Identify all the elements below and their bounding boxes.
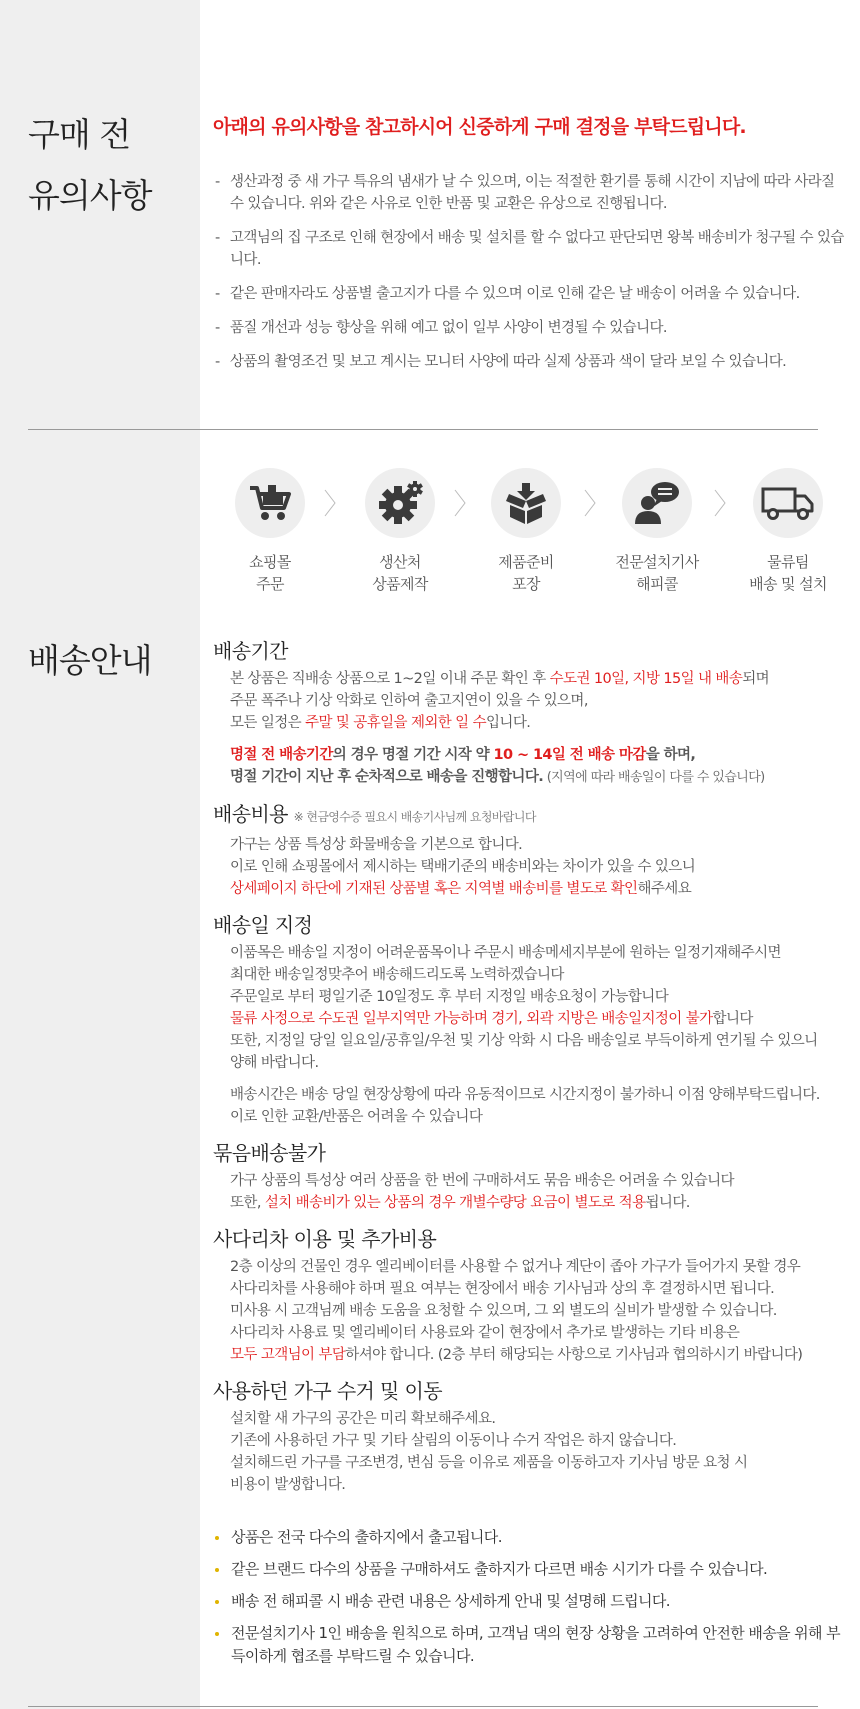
- removal-line: 비용이 발생합니다.: [230, 1477, 346, 1493]
- delivery-bullets: [213, 1526, 853, 1668]
- step-label: 쇼핑몰 주문: [249, 553, 291, 593]
- process-step-production: [335, 468, 465, 595]
- list-item: 같은 브랜드 다수의 상품을 구매하셔도 출하지가 다르면 배송 시기가 다를 수 있습니다.: [213, 1558, 853, 1581]
- delivery-title: 배송안내: [28, 641, 152, 680]
- schedule-line: 물류 사정으로 수도권 일부지역만 가능하며 경기, 외곽 지방은 배송일지정이 불가합니다: [230, 1011, 753, 1027]
- list-item: 전문설치기사 1인 배송을 원칙으로 하며, 고객님 댁의 현장 상황을 고려하여 안전한 배송을 위해 부득이하게 협조를 부탁드릴 수 있습니다.: [213, 1622, 853, 1668]
- step-label: 전문설치기사 해피콜: [615, 553, 699, 593]
- cost-line: 가구는 상품 특성상 화물배송을 기본으로 합니다.: [230, 837, 523, 853]
- removal-line: 설치해드린 가구를 구조변경, 변심 등을 이유로 제품을 이동하고자 기사님 방문 요청 시: [230, 1455, 748, 1471]
- removal-line: 설치할 새 가구의 공간은 미리 확보해주세요.: [230, 1411, 496, 1427]
- period-line: 본 상품은 직배송 상품으로 1~2일 이내 주문 확인 후 수도권 10일, 지방 15일 내 배송되며: [230, 671, 770, 687]
- call-agent-icon: [622, 468, 692, 538]
- removal-block: [213, 1376, 853, 1496]
- process-step-packaging: [461, 468, 591, 595]
- schedule-line: 이로 인한 교환/반품은 어려울 수 있습니다: [230, 1109, 483, 1125]
- ladder-line: 미사용 시 고객님께 배송 도움을 요청할 수 있으며, 그 외 별도의 실비가 발생할 수 있습니다.: [230, 1303, 777, 1319]
- bundle-block: [213, 1138, 853, 1214]
- holiday-notice: 명절 전 배송기간의 경우 명절 기간 시작 약 10 ~ 14일 전 배송 마감을 하며,: [230, 747, 696, 763]
- delivery-schedule-title: 배송일 지정: [213, 913, 313, 937]
- ladder-title: 사다리차 이용 및 추가비용: [213, 1227, 437, 1251]
- list-item: - 상품의 촬영조건 및 보고 계시는 모니터 사양에 따라 실제 상품과 색이 달라 보일 수 있습니다.: [215, 351, 845, 373]
- cost-line: 이로 인해 쇼핑몰에서 제시하는 택배기준의 배송비와는 차이가 있을 수 있으니: [230, 859, 696, 875]
- delivery-truck-icon: [753, 468, 823, 538]
- precautions-title-line2: 유의사항: [28, 176, 152, 215]
- period-line: 모든 일정은 주말 및 공휴일을 제외한 일 수입니다.: [230, 715, 531, 731]
- receipt-note: ※ 현금영수증 필요시 배송기사님께 요청바랍니다: [293, 810, 536, 824]
- ladder-block: [213, 1224, 853, 1366]
- delivery-period-title: 배송기간: [213, 639, 288, 663]
- precautions-title-line1: 구매 전: [28, 115, 131, 154]
- list-item: - 품질 개선과 성능 향상을 위해 예고 없이 일부 사양이 변경될 수 있습니다.: [215, 317, 845, 339]
- delivery-cost-block: [213, 799, 853, 900]
- list-item: - 생산과정 중 새 가구 특유의 냄새가 날 수 있으며, 이는 적절한 환기를 통해 시간이 지남에 따라 사라질 수 있습니다. 위와 같은 사유로 인한 반품 및 교환은 유상으로 진행됩니다.: [215, 171, 845, 215]
- schedule-line: 또한, 지정일 당일 일요일/공휴일/우천 및 기상 악화 시 다음 배송일로 부득이하게 연기될 수 있으니: [230, 1033, 818, 1049]
- schedule-line: 최대한 배송일정맞추어 배송해드리도록 노력하겠습니다: [230, 967, 564, 983]
- step-label: 생산처 상품제작: [372, 553, 428, 593]
- schedule-line: 이품목은 배송일 지정이 어려운품목이나 주문시 배송메세지부분에 원하는 일정기재해주시면: [230, 945, 781, 961]
- delivery-schedule-block: [213, 910, 853, 1128]
- delivery-period-block: [213, 636, 853, 789]
- delivery-process-steps: [226, 468, 836, 598]
- list-item: 상품은 전국 다수의 출하지에서 출고됩니다.: [213, 1526, 853, 1549]
- bundle-line: 또한, 설치 배송비가 있는 상품의 경우 개별수량당 요금이 별도로 적용됩니다.: [230, 1195, 690, 1211]
- bundle-title: 묶음배송불가: [213, 1141, 326, 1165]
- removal-line: 기존에 사용하던 가구 및 기타 살림의 이동이나 수거 작업은 하지 않습니다.: [230, 1433, 677, 1449]
- list-item: - 고객님의 집 구조로 인해 현장에서 배송 및 설치를 할 수 없다고 판단되면 왕복 배송비가 청구될 수 있습니다.: [215, 227, 845, 271]
- schedule-line: 배송시간은 배송 당일 현장상황에 따라 유동적이므로 시간지정이 불가하니 이점 양해부탁드립니다.: [230, 1087, 820, 1103]
- precautions-headline: 아래의 유의사항을 참고하시어 신중하게 구매 결정을 부탁드립니다.: [213, 116, 746, 138]
- package-icon: [491, 468, 561, 538]
- precautions-list: [215, 171, 845, 385]
- ladder-line: 모두 고객님이 부담하셔야 합니다. (2층 부터 해당되는 사항으로 기사님과 협의하시기 바랍니다): [230, 1347, 803, 1363]
- precautions-title: [28, 104, 152, 226]
- delivery-content: [213, 636, 853, 1677]
- section-divider: [28, 429, 818, 430]
- bundle-line: 가구 상품의 특성상 여러 상품을 한 번에 구매하셔도 묶음 배송은 어려울 수 있습니다: [230, 1173, 734, 1189]
- step-label: 물류팀 배송 및 설치: [749, 553, 827, 593]
- left-sidebar-band: [0, 0, 200, 1709]
- removal-title: 사용하던 가구 수거 및 이동: [213, 1379, 442, 1403]
- step-label: 제품준비 포장: [498, 553, 554, 593]
- ladder-line: 사다리차 사용료 및 엘리베이터 사용료와 같이 현장에서 추가로 발생하는 기타 비용은: [230, 1325, 740, 1341]
- list-item: - 같은 판매자라도 상품별 출고지가 다를 수 있으며 이로 인해 같은 날 배송이 어려울 수 있습니다.: [215, 283, 845, 305]
- ladder-line: 2층 이상의 건물인 경우 엘리베이터를 사용할 수 없거나 계단이 좁아 가구가 들어가지 못할 경우: [230, 1259, 801, 1275]
- schedule-line: 양해 바랍니다.: [230, 1055, 319, 1071]
- process-step-happycall: [592, 468, 722, 595]
- holiday-notice: 명절 기간이 지난 후 순차적으로 배송을 진행합니다. (지역에 따라 배송일이 다를 수 있습니다): [230, 769, 765, 785]
- process-step-order: [205, 468, 335, 595]
- schedule-line: 주문일로 부터 평일기준 10일정도 후 부터 지정일 배송요청이 가능합니다: [230, 989, 669, 1005]
- section-divider: [28, 1706, 818, 1707]
- list-item: 배송 전 해피콜 시 배송 관련 내용은 상세하게 안내 및 설명해 드립니다.: [213, 1590, 853, 1613]
- cost-line: 상세페이지 하단에 기재된 상품별 혹은 지역별 배송비를 별도로 확인해주세요: [230, 881, 692, 897]
- shopping-cart-icon: [235, 468, 305, 538]
- process-step-delivery: [723, 468, 853, 595]
- delivery-cost-title: 배송비용 ※ 현금영수증 필요시 배송기사님께 요청바랍니다: [213, 802, 536, 826]
- gear-icon: [365, 468, 435, 538]
- ladder-line: 사다리차를 사용해야 하며 필요 여부는 현장에서 배송 기사님과 상의 후 결정하시면 됩니다.: [230, 1281, 775, 1297]
- period-line: 주문 폭주나 기상 악화로 인하여 출고지연이 있을 수 있으며,: [230, 693, 588, 709]
